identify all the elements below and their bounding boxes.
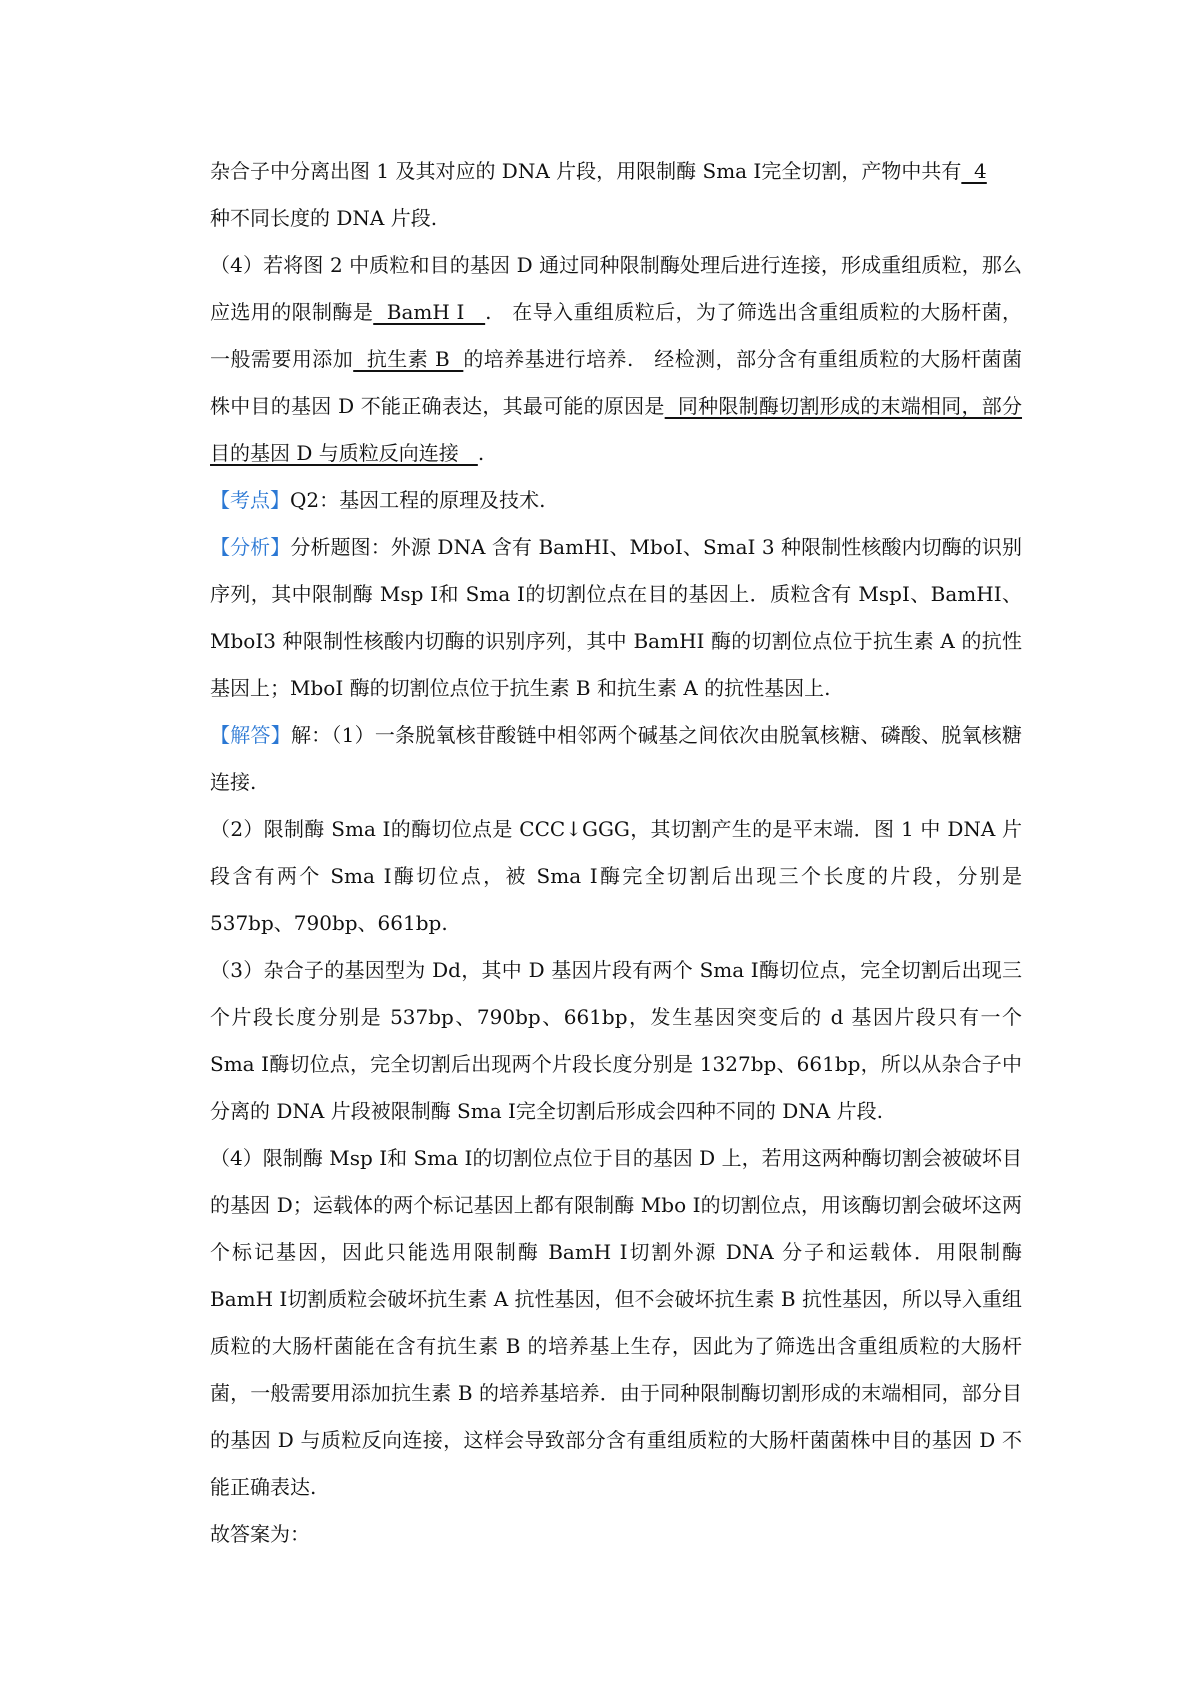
fenxi-tag: 【分析】 — [210, 535, 291, 559]
jieda-step-3: （3）杂合子的基因型为 Dd，其中 D 基因片段有两个 Sma Ⅰ酶切位点，完全切割后出现三个片段长度分别是 537bp、790bp、661bp，发生基因突变后的 d 基因片段只有一个 Sma Ⅰ酶切位点，完全切割后出现两个片段长度分别是 1327bp、661bp，所以从杂合子中分离的 DNA 片段被限制酶 Sma Ⅰ完全切割后形成会四种不同的 DNA 片段. — [210, 958, 1022, 1123]
kaodian-text: Q2：基因工程的原理及技术. — [290, 488, 546, 512]
q3-text: 杂合子中分离出图 1 及其对应的 DNA 片段，用限制酶 Sma Ⅰ完全切割，产物中共有 — [210, 159, 962, 183]
jieda-step-4: （4）限制酶 Msp Ⅰ和 Sma Ⅰ的切割位点位于目的基因 D 上，若用这两种酶切割会被破坏目的基因 D；运载体的两个标记基因上都有限制酶 Mbo Ⅰ的切割位点，用该酶切割会破坏这两个标记基因，因此只能选用限制酶 BamH Ⅰ切割外源 DNA 分子和运载体．用限制酶 BamH Ⅰ切割质粒会破坏抗生素 A 抗性基因，但不会破坏抗生素 B 抗性基因，所以导入重组质粒的大肠杆菌能在含有抗生素 B 的培养基上生存，因此为了筛选出含重组质粒的大肠杆菌，一般需要用添加抗生素 B 的培养基培养．由于同种限制酶切割形成的末端相同，部分目的基因 D 与质粒反向连接，这样会导致部分含有重组质粒的大肠杆菌菌株中目的基因 D 不能正确表达. — [210, 1146, 1022, 1499]
jieda-tag: 【解答】 — [210, 723, 291, 747]
fenxi-text: 分析题图：外源 DNA 含有 BamHI、MboI、SmaI 3 种限制性核酸内切酶的识别序列，其中限制酶 Msp Ⅰ和 Sma Ⅰ的切割位点在目的基因上．质粒含有 MspI、BamHI、MboI3 种限制性核酸内切酶的识别序列，其中 BamHI 酶的切割位点位于抗生素 A 的抗性基因上；MboI 酶的切割位点位于抗生素 B 和抗生素 A 的抗性基因上. — [210, 535, 1023, 700]
document-body — [210, 148, 1022, 1558]
q4-text-3: 的培养基进行培养. 经检测，部分含有重组质粒的大肠杆菌菌株中目的基因 D 不能正确表达，其最可能的原因是 — [210, 347, 1023, 418]
kaodian-section — [210, 477, 1022, 524]
kaodian-tag: 【考点】 — [210, 488, 290, 512]
jieda-step-1: 解：（1）一条脱氧核苷酸链中相邻两个碱基之间依次由脱氧核糖、磷酸、脱氧核糖连接. — [210, 723, 1023, 794]
answer-summary-label: 故答案为： — [210, 1522, 310, 1546]
jieda-step-2: （2）限制酶 Sma Ⅰ的酶切位点是 CCC↓GGG，其切割产生的是平末端．图 1 中 DNA 片段含有两个 Sma Ⅰ酶切位点，被 Sma Ⅰ酶完全切割后出现三个长度的片段，分别是 537bp、790bp、661bp. — [210, 817, 1022, 935]
q3-text-end: 种不同长度的 DNA 片段. — [210, 206, 438, 230]
q4-answer-enzyme: BamH Ⅰ — [373, 300, 486, 324]
q4-answer-antibiotic: 抗生素 B — [353, 347, 464, 371]
q4-text-2: . 在导入重组质粒后，为了筛选出含重组质粒的大肠杆菌，一般需要用添加 — [210, 300, 1023, 371]
q4-text-1: （4）若将图 2 中质粒和目的基因 D 通过同种限制酶处理后进行连接，形成重组质粒，那么应选用的限制酶是 — [210, 253, 1022, 324]
q3-answer-blank: 4 — [961, 159, 987, 183]
q4-text-4: . — [477, 441, 485, 465]
question-4 — [210, 242, 1022, 477]
jieda-section — [210, 712, 1022, 806]
fenxi-section — [210, 524, 1022, 712]
question-3-tail — [210, 148, 1022, 242]
q4-answer-reason: 同种限制酶切割形成的末端相同，部分目的基因 D 与质粒反向连接 — [210, 394, 1023, 465]
